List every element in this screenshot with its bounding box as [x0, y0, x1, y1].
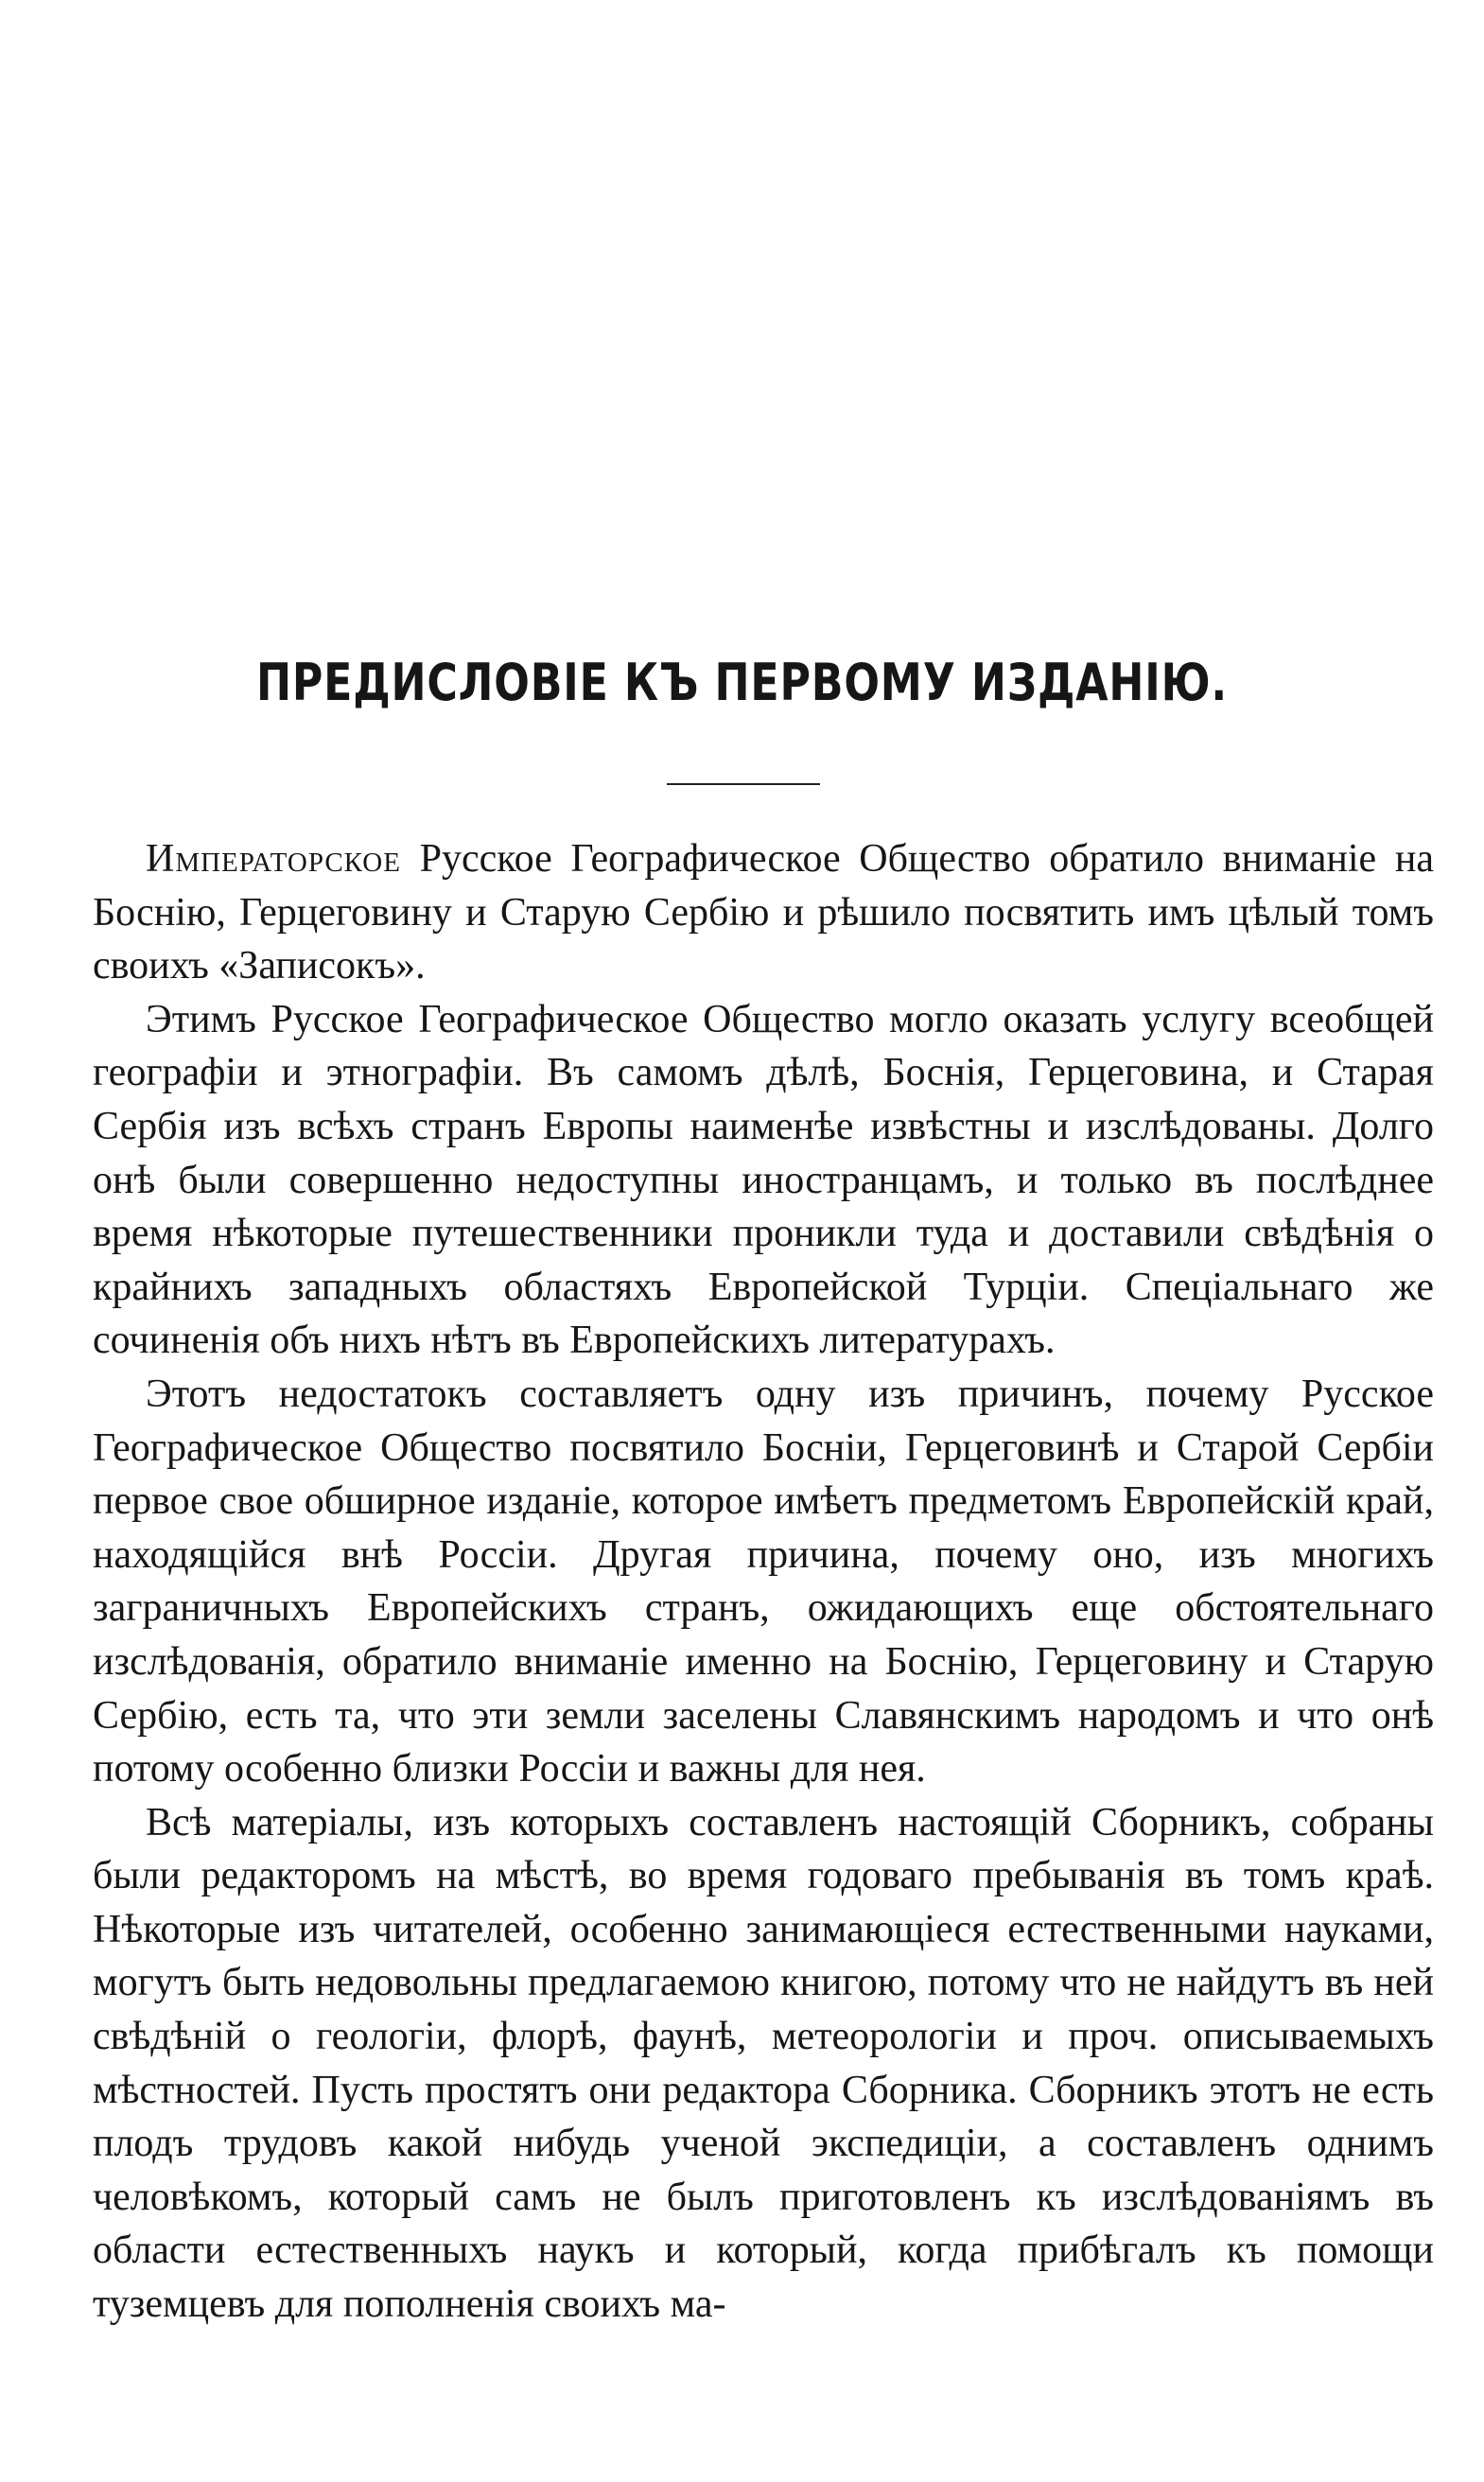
paragraph-2	[93, 993, 1434, 1368]
paragraph-4-text: Всѣ матеріалы, изъ которыхъ составленъ настоящій Сборникъ, собраны были редакторомъ на мѣстѣ, во время годоваго пребыванія въ томъ краѣ. Нѣкоторые изъ читателей, особенно занимающіеся естественными науками, могутъ быть недовольны предлагаемою книгою, потому что не найдутъ въ ней свѣдѣній о геологіи, флорѣ, фаунѣ, метеорологіи и проч. описываемыхъ мѣстностей. Пусть простятъ они редактора Сборника. Сборникъ этотъ не есть плодъ трудовъ какой нибудь ученой экспедиціи, а составленъ однимъ человѣкомъ, который самъ не былъ приготовленъ къ изслѣдованіямъ въ области естественныхъ наукъ и который, когда прибѣгалъ къ помощи туземцевъ для пополненія своихъ ма-	[93, 1800, 1434, 2327]
paragraph-4	[93, 1796, 1434, 2332]
paragraph-1-text: Русское Географическое Общество обратило вниманіе на Боснію, Герцеговину и Старую Сербію и рѣшило посвятить имъ цѣлый томъ своихъ «Записокъ».	[93, 837, 1434, 988]
title-divider	[667, 783, 820, 785]
paragraph-2-text: Этимъ Русское Географическое Общество могло оказать услугу всеобщей географіи и этнографіи. Въ самомъ дѣлѣ, Боснія, Герцеговина, и Старая Сербія изъ всѣхъ странъ Европы наименѣе извѣстны и изслѣдованы. Долго онѣ были совершенно недоступны иностранцамъ, и только въ послѣднее время нѣкоторые путешественники проникли туда и доставили свѣдѣнія о крайнихъ западныхъ областяхъ Европейской Турціи. Спеціальнаго же сочиненія объ нихъ нѣтъ въ Европейскихъ литературахъ.	[93, 997, 1434, 1363]
body-text	[93, 832, 1434, 2332]
paragraph-1-lead: Императорское	[146, 837, 401, 881]
paragraph-3	[93, 1368, 1434, 1796]
page-title: ПРЕДИСЛОВІЕ КЪ ПЕРВОМУ ИЗДАНІЮ.	[255, 653, 1229, 712]
paragraph-1	[93, 832, 1434, 993]
paragraph-3-text: Этотъ недостатокъ составляетъ одну изъ причинъ, почему Русское Географическое Общество посвятило Босніи, Герцеговинѣ и Старой Сербіи первое свое обширное изданіе, которое имѣетъ предметомъ Европейскій край, находящійся внѣ Россіи. Другая причина, почему оно, изъ многихъ заграничныхъ Европейскихъ странъ, ожидающихъ еще обстоятельнаго изслѣдованія, обратило вниманіе именно на Боснію, Герцеговину и Старую Сербію, есть та, что эти земли заселены Славянскимъ народомъ и что онѣ потому особенно близки Россіи и важны для нея.	[93, 1372, 1434, 1792]
